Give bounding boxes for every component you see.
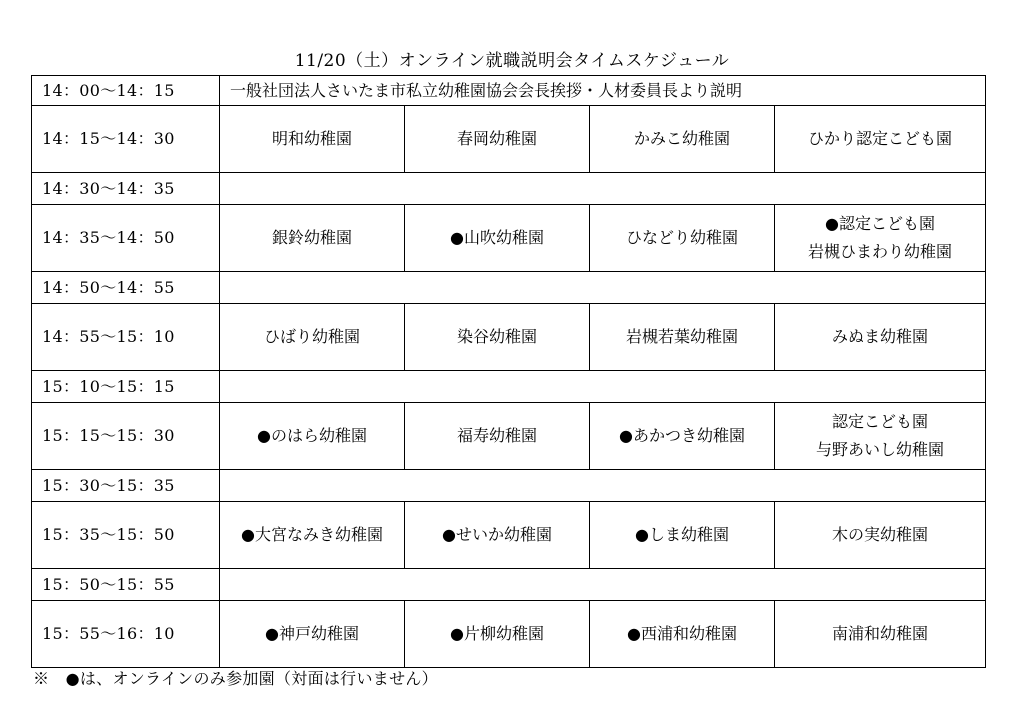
schedule-row [32, 76, 986, 106]
break-cell [220, 569, 986, 601]
kindergarten-name-line: 認定こども園 [832, 412, 929, 431]
kindergarten-cell: ひなどり幼稚園 [590, 205, 775, 272]
kindergarten-name-line: 与野あいし幼稚園 [816, 440, 945, 459]
kindergarten-cell: ●西浦和幼稚園 [590, 601, 775, 668]
page-title: 11/20（土）オンライン就職説明会タイムスケジュール [294, 51, 730, 71]
kindergarten-cell: 岩槻若葉幼稚園 [590, 304, 775, 371]
kindergarten-cell: ●山吹幼稚園 [405, 205, 590, 272]
break-row [32, 569, 986, 601]
kindergarten-name-line: ●認定こども園 [825, 214, 935, 233]
time-slot: 15：35～15：50 [32, 502, 220, 569]
kindergarten-cell: みぬま幼稚園 [775, 304, 986, 371]
kindergarten-cell: ●あかつき幼稚園 [590, 403, 775, 470]
kindergarten-cell: 銀鈴幼稚園 [220, 205, 405, 272]
schedule-row [32, 502, 986, 569]
kindergarten-cell: ひかり認定こども園 [775, 106, 986, 173]
kindergarten-cell [775, 205, 986, 272]
kindergarten-cell: ●のはら幼稚園 [220, 403, 405, 470]
break-cell [220, 173, 986, 205]
kindergarten-cell: ひばり幼稚園 [220, 304, 405, 371]
time-slot: 15：55～16：10 [32, 601, 220, 668]
kindergarten-cell: 木の実幼稚園 [775, 502, 986, 569]
schedule-row [32, 106, 986, 173]
time-slot: 15：50～15：55 [32, 569, 220, 601]
time-slot: 14：50～14：55 [32, 272, 220, 304]
time-slot: 15：30～15：35 [32, 470, 220, 502]
kindergarten-cell: ●せいか幼稚園 [405, 502, 590, 569]
schedule-row [32, 601, 986, 668]
break-row [32, 371, 986, 403]
kindergarten-cell: ●片柳幼稚園 [405, 601, 590, 668]
break-row [32, 272, 986, 304]
kindergarten-cell: 染谷幼稚園 [405, 304, 590, 371]
time-slot: 14：15～14：30 [32, 106, 220, 173]
time-slot: 14：00～14：15 [32, 76, 220, 106]
kindergarten-cell: ●神戸幼稚園 [220, 601, 405, 668]
break-cell [220, 371, 986, 403]
kindergarten-name-line: 岩槻ひまわり幼稚園 [808, 242, 953, 261]
kindergarten-cell: 南浦和幼稚園 [775, 601, 986, 668]
time-slot: 15：10～15：15 [32, 371, 220, 403]
time-slot: 14：55～15：10 [32, 304, 220, 371]
kindergarten-cell: ●大宮なみき幼稚園 [220, 502, 405, 569]
break-cell [220, 272, 986, 304]
time-slot: 14：35～14：50 [32, 205, 220, 272]
break-row [32, 173, 986, 205]
footnote: ※ ●は、オンラインのみ参加園（対面は行いません） [33, 669, 438, 688]
kindergarten-cell: ●しま幼稚園 [590, 502, 775, 569]
time-slot: 15：15～15：30 [32, 403, 220, 470]
opening-remarks: 一般社団法人さいたま市私立幼稚園協会会長挨拶・人材委員長より説明 [220, 76, 986, 106]
kindergarten-cell: かみこ幼稚園 [590, 106, 775, 173]
break-cell [220, 470, 986, 502]
schedule-row [32, 403, 986, 470]
break-row [32, 470, 986, 502]
kindergarten-cell: 春岡幼稚園 [405, 106, 590, 173]
schedule-table [31, 75, 986, 668]
kindergarten-cell: 福寿幼稚園 [405, 403, 590, 470]
schedule-row [32, 304, 986, 371]
kindergarten-cell [775, 403, 986, 470]
schedule-row [32, 205, 986, 272]
kindergarten-cell: 明和幼稚園 [220, 106, 405, 173]
time-slot: 14：30～14：35 [32, 173, 220, 205]
